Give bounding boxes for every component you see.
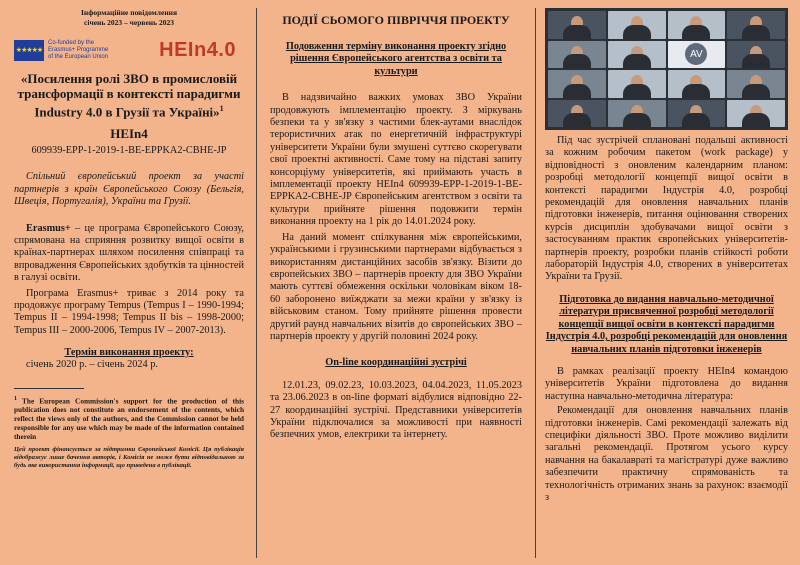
participant-tile bbox=[548, 70, 606, 98]
newsletter-header bbox=[14, 8, 244, 27]
term-heading: Термін виконання проекту: bbox=[64, 347, 194, 359]
avatar: AV bbox=[685, 43, 707, 65]
participant-tile bbox=[548, 11, 606, 39]
newsletter-period: січень 2023 – червень 2023 bbox=[84, 17, 174, 27]
section-title: ПОДІЇ СЬОМОГО ПІВРІЧЧЯ ПРОЕКТУ bbox=[282, 13, 510, 27]
participant-tile bbox=[727, 70, 785, 98]
participant-tile bbox=[608, 11, 666, 39]
meetings-activities-paragraph: Під час зустрічей сплановані подальші активності за кожним робочим пакетом (work package) у відповідності з оновленим календарним планом: розробці методології концепції вищої освіти в контексті парадигми Індустрія 4.0, розробці рекомендацій для оновлення навчальних планів підготовки інженерів, питання оцінювання створених курсів дисциплін здобувачами вищої освіти з застосуванням практик європейських університетів-партнерів проекту, розробки планів стійкості роботи лабораторій Індустрія 4.0, створених в університетах України та Грузії. bbox=[545, 135, 788, 283]
eu-cofunded-text: Co-funded by the bbox=[48, 39, 95, 46]
project-code: 609939-EPP-1-2019-1-BE-EPPKA2-CBHE-JP bbox=[31, 145, 227, 157]
participant-tile bbox=[548, 41, 606, 69]
hein4-logo: HEIn4.0 bbox=[159, 38, 236, 61]
participant-tile bbox=[608, 41, 666, 69]
participant-tile bbox=[668, 100, 726, 128]
extension-heading: Подовження терміну виконання проекту згідно рішення Європейського агентства з освіти та культури bbox=[285, 41, 507, 77]
column-divider bbox=[256, 8, 257, 558]
erasmus-paragraph: Erasmus+ – це програма Європейського Союзу, спрямована на сприяння розвитку вищої освіти в країнах-партнерах шляхом посилення співпраці та впровадження Європейських здобутків та цінностей в галузі освіти. bbox=[14, 222, 244, 284]
footnote-ref: 1 bbox=[219, 104, 224, 113]
footnote-separator bbox=[14, 388, 84, 389]
eu-logo bbox=[14, 40, 108, 61]
participant-tile bbox=[727, 11, 785, 39]
middle-column bbox=[270, 0, 522, 565]
newsletter-label: Інформаційне повідомлення bbox=[80, 8, 178, 17]
participant-tile bbox=[668, 41, 726, 69]
eu-programme-text: Erasmus+ Programme bbox=[48, 46, 109, 53]
participant-tile bbox=[548, 100, 606, 128]
participant-tile bbox=[668, 11, 726, 39]
recommendations-paragraph: Рекомендації для оновлення навчальних планів підготовки інженерів. Самі рекомендації залежать від специфіки діяльності ЗВО. Проте можливо виділити загальні рекомендації. Протягом усього курсу навчання на бакалавраті та магістратурі дуже важливо забезпечити практичну спрямованість та технологічність отриманих знань за рахунок: взаємодії з bbox=[545, 405, 788, 503]
video-conference-screenshot bbox=[545, 8, 788, 130]
left-column bbox=[14, 0, 244, 565]
participant-tile bbox=[668, 70, 726, 98]
term-value: січень 2020 р. – січень 2024 р. bbox=[26, 359, 158, 371]
participant-tile bbox=[608, 100, 666, 128]
logos-row bbox=[14, 37, 244, 63]
publication-intro-paragraph: В рамках реалізації проекту HEIn4 командою університетів України підготовлена до видання наступна навчально-методична література: bbox=[545, 365, 788, 402]
extension-paragraph: В надзвичайно важких умовах ЗВО України продовжують імплементацію проекту. З міркувань безпеки та у зв'язку з частими блек-аутами внаслідок терористичних атак по енергетичній інфраструктурі університети України були змушені суттєво скорегувати свої проектні активності. Саме тому на підставі запиту консорціуму університетів, які приймають участь в імплементації проекту HEIn4 609939-EPP-1-2019-1-BE-EPPKA2-CBHE-JP Європейським агентством з освіти та культури прийняте рішення подовжити термін виконання проекту на 1 рік до 14.01.2024 року. bbox=[270, 92, 522, 228]
project-title: «Посилення ролі ЗВО в промисловій трансформації в контексті парадигми Industry 4.0 в Грузії та Україні»$^1$ bbox=[17, 71, 241, 120]
right-column bbox=[545, 0, 788, 565]
participant-tile bbox=[727, 41, 785, 69]
erasmus-history-paragraph: Програма Erasmus+ триває з 2014 року та продовжує програму Tempus (Tempus I – 1990-1994; Tempus II – 1994-1998; Tempus II bis – 1998-2000; Tempus III – 2000-2006, Tempus IV – 2007-2013). bbox=[14, 287, 244, 336]
project-name: HEIn4 bbox=[110, 126, 148, 142]
intro-paragraph: Спільний європейський проект за участі партнерів з країн Європейського Союзу (Бельгія, Швеція, Португалія), України та Грузії. bbox=[14, 171, 244, 208]
publication-heading: Підготовка до видання навчально-методичної літератури присвяченної розробці методології концепції вищої освіти в контексті парадигми Індустрія 4.0, розробці рекомендацій для оновлення навчальних планів підготовки інженерів bbox=[545, 293, 788, 355]
eu-union-text: of the European Union bbox=[48, 53, 109, 60]
footnote-en: $^1$ The European Commission's support for the production of this publication does not constitute an endorsement of the contents, which reflect the views only of the authors, and the Commission cannot be held responsible for any use which may be made of the information contained therein bbox=[14, 396, 244, 441]
participant-tile bbox=[727, 100, 785, 128]
footnote-ua: Цей проект фінансується за підтримки Європейської Комісії. Ця публікація відображує лише бачення авторів, і Комісія не може бути відповідальною за будь яке використання інформації, що приведена в публікації. bbox=[14, 445, 244, 470]
eu-flag-icon: ★★★★★ bbox=[14, 40, 44, 61]
column-divider bbox=[535, 8, 536, 558]
participant-tile bbox=[608, 70, 666, 98]
online-meetings-heading: On-line координаційні зустрічі bbox=[325, 357, 467, 369]
online-meetings-paragraph: 12.01.23, 09.02.23, 10.03.2023, 04.04.2023, 11.05.2023 та 23.06.2023 в on-line форматі відбулися відповідно 22-27 координаційні зустрічі. Представники університетів України підключалися за можливості при наявності безпечних умов, електрики та інтернету. bbox=[270, 379, 522, 441]
communication-paragraph: На даний момент спілкування між європейськими, українськими і грузинськими партнерами відбувається з використанням дистанційних засобів зв'язку. Візити до європейських ЗВО – партнерів проекту для ЗВО України мають суттєві обмеження оскільки чоловікам віком 18-60 заборонено виїжджати за межи країни у зв'язку із військовим станом. Тому прийняте рішення провести другий раунд навчальних візитів до європейських ЗВО – партнерів проекту у другій половині 2024 року. bbox=[270, 231, 522, 342]
